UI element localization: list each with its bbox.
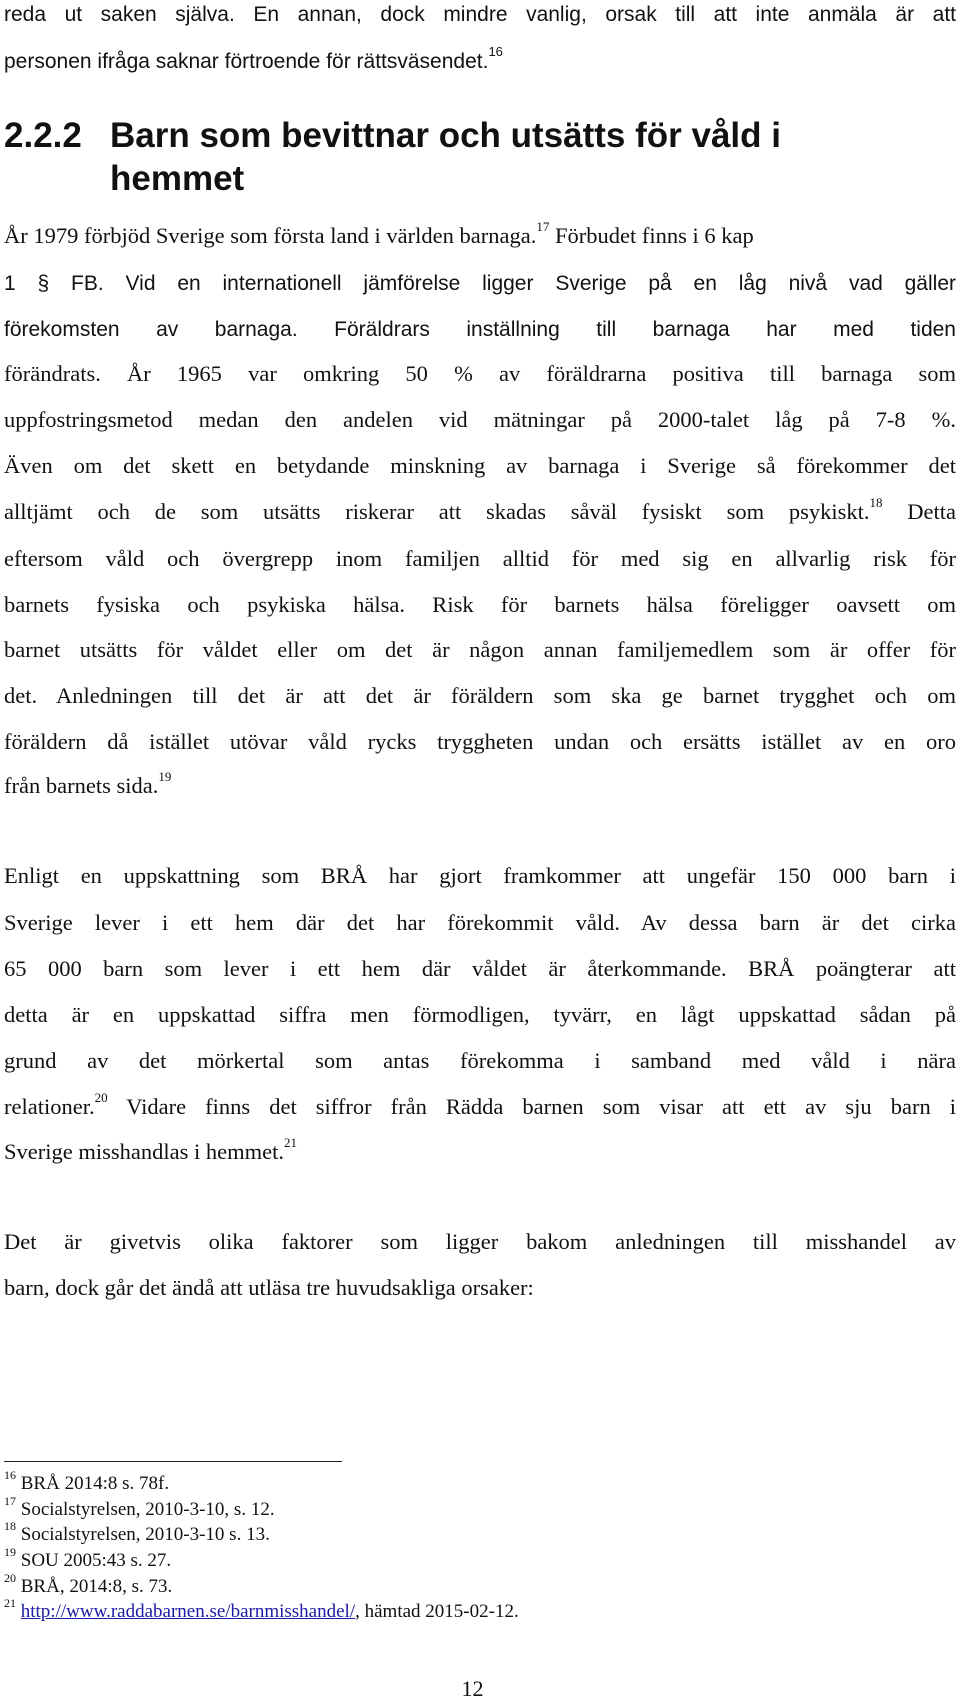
footnote-text: Socialstyrelsen, 2010-3-10, s. 12. <box>20 1499 275 1520</box>
footnote-separator <box>4 1461 342 1462</box>
intro-line-2 <box>4 44 956 76</box>
p2-text: Enligt en uppskattning som BRÅ har gjort framkommer att ungefär 150 000 barn i <box>4 863 956 888</box>
p2-text: Vidare finns det siffror från Rädda barnen som visar att ett av sju barn i <box>107 1094 956 1119</box>
p2-text: Sverige misshandlas i hemmet. <box>4 1139 284 1164</box>
section-number: 2.2.2 <box>4 116 82 155</box>
p1-line-5 <box>4 406 956 434</box>
p2-text: relationer. <box>4 1094 95 1119</box>
p1-text: från barnets sida. <box>4 773 159 798</box>
p2-line-1 <box>4 862 956 890</box>
p1-line-10 <box>4 636 956 664</box>
footnote-number: 21 <box>4 1595 16 1610</box>
p3-text: Det är givetvis olika faktorer som ligger bakom anledningen till misshandel av <box>4 1229 956 1254</box>
footnote-ref-16[interactable]: 16 <box>488 44 503 59</box>
p2-text: 65 000 barn som lever i ett hem där våldet är återkommande. BRÅ poängterar att <box>4 956 956 981</box>
footnote-ref-17[interactable]: 17 <box>536 218 550 234</box>
section-heading-line-2 <box>110 159 244 199</box>
intro-line-1 <box>4 1 956 29</box>
intro-text-1: reda ut saken själva. En annan, dock mindre vanlig, orsak till att inte anmäla är att <box>4 3 956 26</box>
p1-text: alltjämt och de som utsätts riskerar att skadas såväl fysiskt som psykiskt. <box>4 499 870 524</box>
footnote-text: SOU 2005:43 s. 27. <box>20 1550 172 1571</box>
p1-text: 1 § FB. Vid en internationell jämförelse ligger Sverige på en låg nivå vad gäller <box>4 272 956 295</box>
section-heading <box>4 116 781 156</box>
p1-line-9 <box>4 591 956 619</box>
p2-line-2 <box>4 909 956 937</box>
footnote-19 <box>4 1544 172 1573</box>
p1-line-13 <box>4 768 956 800</box>
p1-line-11 <box>4 682 956 710</box>
p1-text: eftersom våld och övergrepp inom familjen alltid för med sig en allvarlig risk för <box>4 546 956 571</box>
p1-text: förekomsten av barnaga. Föräldrars inställning till barnaga har med tiden <box>4 318 956 341</box>
p1-line-3 <box>4 316 956 344</box>
footnote-ref-18[interactable]: 18 <box>869 494 883 510</box>
footnote-text: BRÅ 2014:8 s. 78f. <box>20 1473 170 1494</box>
p1-text: barnet utsätts för våldet eller om det är någon annan familjemedlem som är offer för <box>4 637 956 662</box>
p1-line-2 <box>4 270 956 298</box>
footnote-text: Socialstyrelsen, 2010-3-10 s. 13. <box>20 1524 270 1545</box>
p2-text: Sverige lever i ett hem där det har förekommit våld. Av dessa barn är det cirka <box>4 910 956 935</box>
footnote-20 <box>4 1570 173 1599</box>
p1-text: förändrats. År 1965 var omkring 50 % av föräldrarna positiva till barnaga som <box>4 361 956 386</box>
footnote-17 <box>4 1493 275 1522</box>
p1-text: Även om det skett en betydande minskning av barnaga i Sverige så förekommer det <box>4 453 956 478</box>
p1-line-1 <box>4 218 956 250</box>
footnote-number: 17 <box>4 1493 16 1508</box>
p3-text: barn, dock går det ändå att utläsa tre huvudsakliga orsaker: <box>4 1275 534 1300</box>
p2-line-7 <box>4 1134 956 1166</box>
footnote-number: 16 <box>4 1467 16 1482</box>
p1-text: barnets fysiska och psykiska hälsa. Risk för barnets hälsa föreligger oavsett om <box>4 592 956 617</box>
intro-text-2: personen ifråga saknar förtroende för rättsväsendet. <box>4 50 489 73</box>
p1-text: föräldern då istället utövar våld rycks tryggheten undan och ersätts istället av en oro <box>4 729 956 754</box>
p1-text: År 1979 förbjöd Sverige som första land i världen barnaga. <box>4 223 537 248</box>
footnote-text: , hämtad 2015-02-12. <box>355 1601 519 1622</box>
footnote-ref-20[interactable]: 20 <box>94 1089 108 1105</box>
p1-line-4 <box>4 360 956 388</box>
footnote-16 <box>4 1467 170 1496</box>
p2-text: grund av det mörkertal som antas förekomma i samband med våld i nära <box>4 1048 956 1073</box>
footnote-number: 20 <box>4 1570 16 1585</box>
p2-line-3 <box>4 955 956 983</box>
footnote-ref-21[interactable]: 21 <box>283 1134 297 1150</box>
p1-line-7 <box>4 494 956 526</box>
p1-text: Förbudet finns i 6 kap <box>549 223 754 248</box>
p3-line-2 <box>4 1274 956 1302</box>
p1-text: Detta <box>882 499 956 524</box>
p1-line-8 <box>4 545 956 573</box>
p2-line-6 <box>4 1089 956 1121</box>
p2-text: detta är en uppskattad siffra men förmodligen, tyvärr, en lågt uppskattad sådan på <box>4 1002 956 1027</box>
p2-line-5 <box>4 1047 956 1075</box>
footnote-number: 19 <box>4 1544 16 1559</box>
footnote-21 <box>4 1595 519 1624</box>
p3-line-1 <box>4 1228 956 1256</box>
section-title-line-2: hemmet <box>110 159 245 198</box>
footnote-ref-19[interactable]: 19 <box>158 768 172 784</box>
footnote-18 <box>4 1518 270 1547</box>
page-number: 12 <box>461 1676 484 1701</box>
footnote-text: BRÅ, 2014:8, s. 73. <box>20 1576 173 1597</box>
p1-text: det. Anledningen till det är att det är föräldern som ska ge barnet trygghet och om <box>4 683 956 708</box>
p1-text: uppfostringsmetod medan den andelen vid mätningar på 2000-talet låg på 7-8 %. <box>4 407 956 432</box>
section-title-line-1: Barn som bevittnar och utsätts för våld i <box>110 116 781 155</box>
p1-line-6 <box>4 452 956 480</box>
p1-line-12 <box>4 728 956 756</box>
footnote-number: 18 <box>4 1518 16 1533</box>
p2-line-4 <box>4 1001 956 1029</box>
footnote-link[interactable]: http://www.raddabarnen.se/barnmisshandel/ <box>20 1601 356 1622</box>
